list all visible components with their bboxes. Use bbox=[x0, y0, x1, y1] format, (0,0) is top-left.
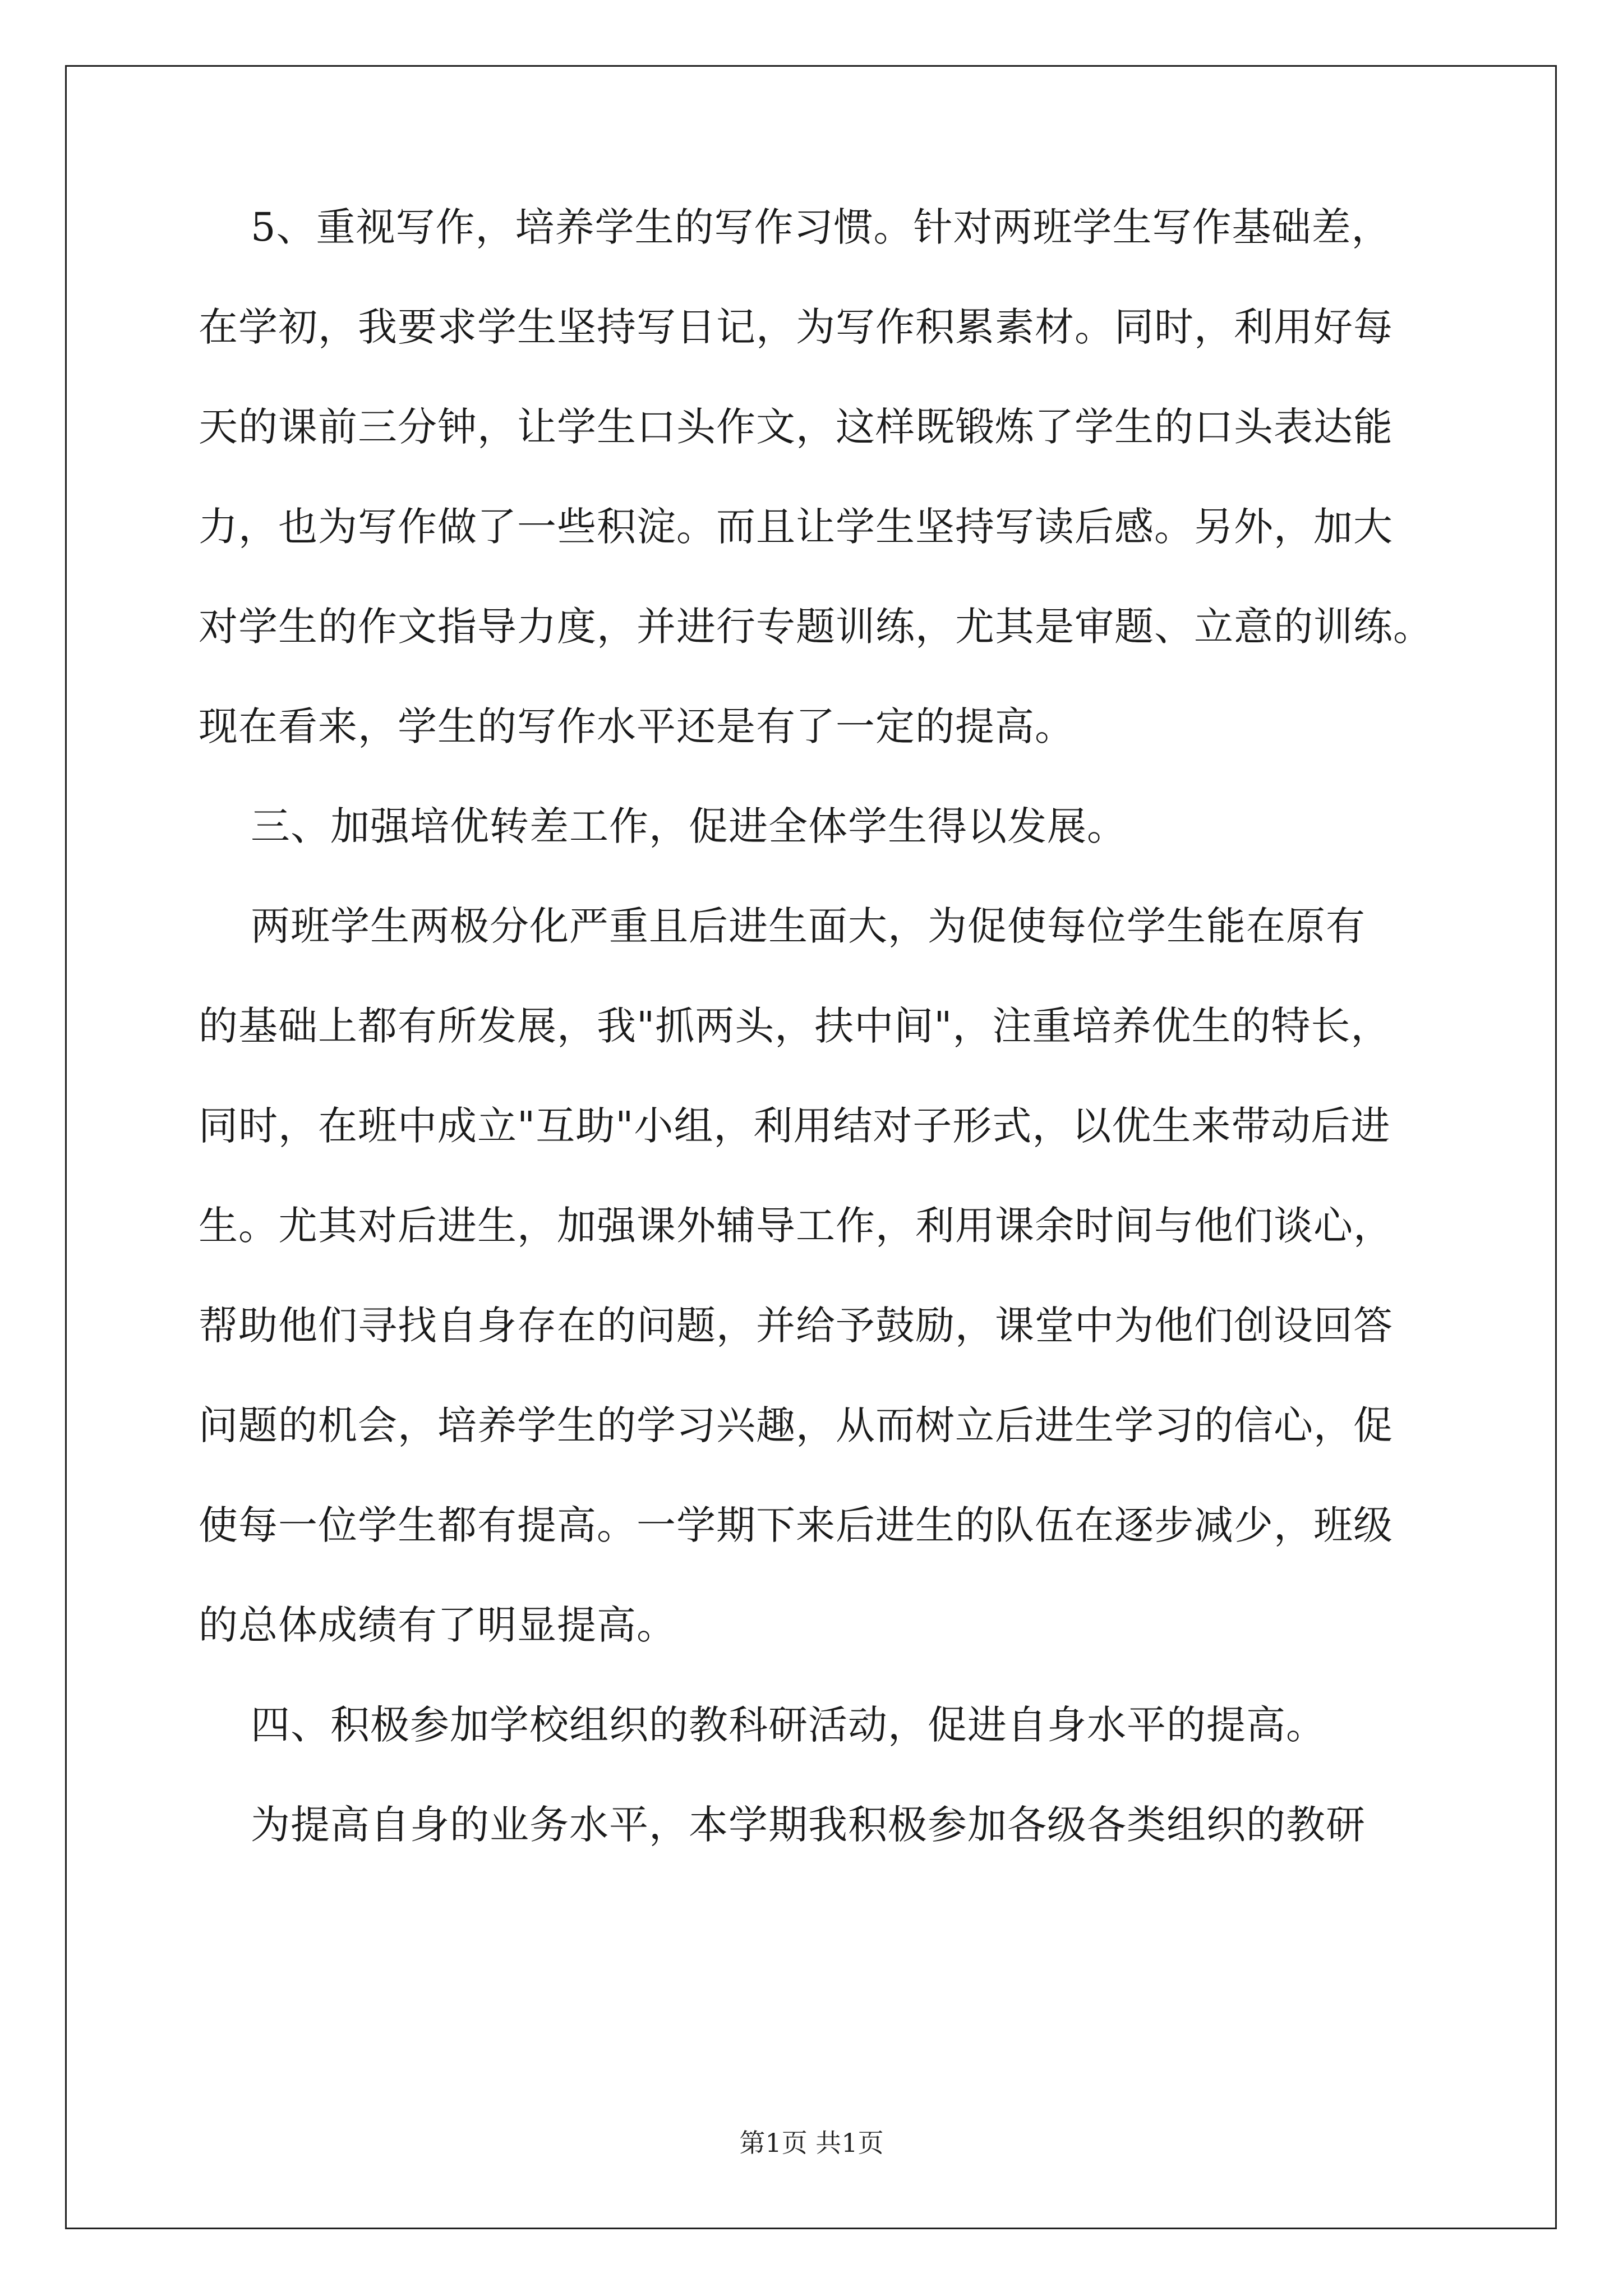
text-line: 5、重视写作，培养学生的写作习惯。针对两班学生写作基础差， bbox=[199, 204, 1391, 250]
text-line: 使每一位学生都有提高。一学期下来后进生的队伍在逐步减少，班级 bbox=[199, 1502, 1393, 1548]
section-heading: 三、加强培优转差工作，促进全体学生得以发展。 bbox=[199, 803, 1127, 849]
text-line: 同时，在班中成立"互助"小组，利用结对子形式，以优生来带动后进 bbox=[199, 1103, 1391, 1149]
text-line: 帮助他们寻找自身存在的问题，并给予鼓励，课堂中为他们创设回答 bbox=[199, 1303, 1393, 1349]
text-line: 生。尤其对后进生，加强课外辅导工作，利用课余时间与他们谈心， bbox=[199, 1203, 1393, 1249]
text-line: 现在看来，学生的写作水平还是有了一定的提高。 bbox=[199, 703, 1075, 749]
page-footer: 第1页 共1页 bbox=[739, 2128, 884, 2158]
section-heading: 四、积极参加学校组织的教科研活动，促进自身水平的提高。 bbox=[199, 1702, 1326, 1748]
text-line: 的基础上都有所发展，我"抓两头，扶中间"，注重培养优生的特长， bbox=[199, 1003, 1391, 1049]
text-line: 的总体成绩有了明显提高。 bbox=[199, 1602, 676, 1648]
text-line: 力，也为写作做了一些积淀。而且让学生坚持写读后感。另外，加大 bbox=[199, 504, 1393, 550]
text-line: 在学初，我要求学生坚持写日记，为写作积累素材。同时，利用好每 bbox=[199, 304, 1393, 350]
text-line: 对学生的作文指导力度，并进行专题训练，尤其是审题、立意的训练。 bbox=[199, 604, 1433, 650]
text-line: 问题的机会，培养学生的学习兴趣，从而树立后进生学习的信心，促 bbox=[199, 1402, 1393, 1448]
text-line: 为提高自身的业务水平，本学期我积极参加各级各类组织的教研 bbox=[199, 1802, 1366, 1848]
text-line: 两班学生两极分化严重且后进生面大，为促使每位学生能在原有 bbox=[199, 903, 1366, 949]
text-line: 天的课前三分钟，让学生口头作文，这样既锻炼了学生的口头表达能 bbox=[199, 404, 1393, 450]
